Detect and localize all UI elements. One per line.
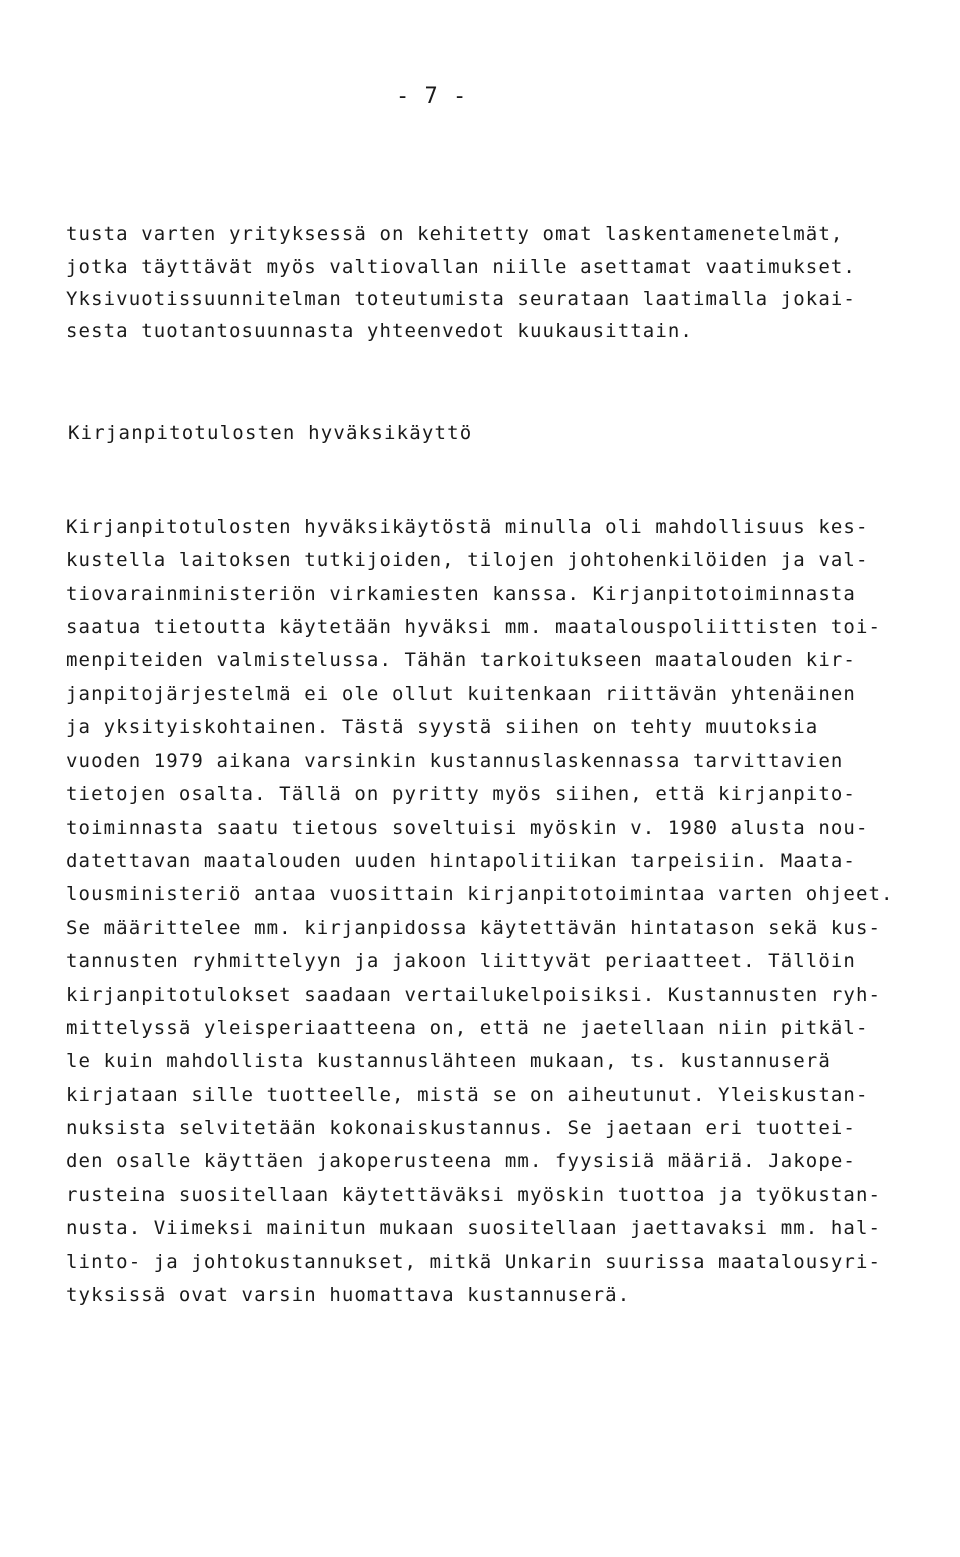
text-line: kirjanpitotulokset saadaan vertailukelpoisiksi. Kustannusten ryh- xyxy=(66,984,882,1006)
text-line: sesta tuotantosuunnasta yhteenvedot kuukausittain. xyxy=(66,320,693,342)
text-line: jotka täyttävät myös valtiovallan niille asettamat vaatimukset. xyxy=(66,256,856,278)
page-number: - 7 - xyxy=(396,84,468,109)
text-line: kustella laitoksen tutkijoiden, tilojen johtohenkilöiden ja val- xyxy=(66,549,869,571)
text-line: janpitojärjestelmä ei ole ollut kuitenkaan riittävän yhtenäinen xyxy=(66,683,856,705)
text-line: mittelyssä yleisperiaatteena on, että ne jaetellaan niin pitkäl- xyxy=(66,1017,869,1039)
text-line: den osalle käyttäen jakoperusteena mm. fyysisiä määriä. Jakope- xyxy=(66,1150,856,1172)
text-line: tannusten ryhmittelyyn ja jakoon liittyvät periaatteet. Tällöin xyxy=(66,950,856,972)
text-line: tusta varten yrityksessä on kehitetty omat laskentamenetelmät, xyxy=(66,223,844,245)
section-heading: Kirjanpitotulosten hyväksikäyttö xyxy=(68,422,473,444)
text-line: tiovarainministeriön virkamiesten kanssa. Kirjanpitotoiminnasta xyxy=(66,583,856,605)
text-line: vuoden 1979 aikana varsinkin kustannuslaskennassa tarvittavien xyxy=(66,750,844,772)
text-line: menpiteiden valmistelussa. Tähän tarkoitukseen maatalouden kir- xyxy=(66,649,856,671)
text-line: linto- ja johtokustannukset, mitkä Unkarin suurissa maatalousyri- xyxy=(66,1251,882,1273)
text-line: Yksivuotissuunnitelman toteutumista seurataan laatimalla jokai- xyxy=(66,288,856,310)
text-line: nusta. Viimeksi mainitun mukaan suositellaan jaettavaksi mm. hal- xyxy=(66,1217,882,1239)
text-line: datettavan maatalouden uuden hintapolitiikan tarpeisiin. Maata- xyxy=(66,850,856,872)
text-line: nuksista selvitetään kokonaiskustannus. Se jaetaan eri tuottei- xyxy=(66,1117,856,1139)
text-line: tietojen osalta. Tällä on pyritty myös siihen, että kirjanpito- xyxy=(66,783,856,805)
text-line: kirjataan sille tuotteelle, mistä se on aiheutunut. Yleiskustan- xyxy=(66,1084,869,1106)
text-line: tyksissä ovat varsin huomattava kustannuserä. xyxy=(66,1284,631,1306)
text-line: lousministeriö antaa vuosittain kirjanpitotoimintaa varten ohjeet. xyxy=(66,883,894,905)
text-line: Se määrittelee mm. kirjanpidossa käytettävän hintatason sekä kus- xyxy=(66,917,882,939)
text-line: Kirjanpitotulosten hyväksikäytöstä minulla oli mahdollisuus kes- xyxy=(66,516,869,538)
text-line: le kuin mahdollista kustannuslähteen mukaan, ts. kustannuserä xyxy=(66,1050,831,1072)
text-line: saatua tietoutta käytetään hyväksi mm. maatalouspoliittisten toi- xyxy=(66,616,882,638)
text-line: rusteina suositellaan käytettäväksi myöskin tuottoa ja työkustan- xyxy=(66,1184,882,1206)
text-line: toiminnasta saatu tietous soveltuisi myöskin v. 1980 alusta nou- xyxy=(66,817,869,839)
text-line: ja yksityiskohtainen. Tästä syystä siihen on tehty muutoksia xyxy=(66,716,819,738)
